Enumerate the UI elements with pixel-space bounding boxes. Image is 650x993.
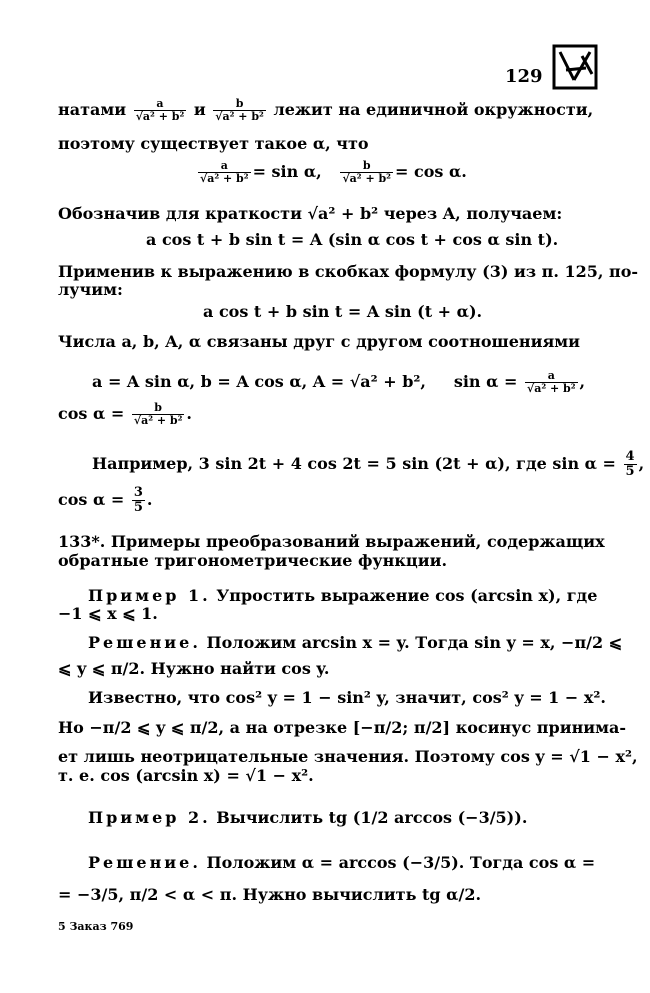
fraction: $\frac{4}{5}$ bbox=[625, 449, 635, 479]
text-line: т. е. cos (arcsin x) = √1 − x². bbox=[58, 766, 314, 785]
formula-line: a cos t + b sin t = A sin (t + α). bbox=[203, 302, 483, 321]
formula-line: $\frac{a}{\text{√a² + b²}}$ = sin α, $\frac{b}{\text{√a² + b²}}$ = cos α. bbox=[200, 159, 467, 185]
fraction: $\frac{b}{\text{√a² + b²}}$ bbox=[215, 97, 264, 123]
text-line: Решение. Положим arcsin x = y. Тогда sin y = x, −π/2 ⩽ bbox=[88, 633, 623, 652]
formula-line: a cos t + b sin t = A (sin α cos t + cos α sin t). bbox=[146, 230, 559, 249]
fraction: $\frac{a}{\text{√a² + b²}}$ bbox=[135, 97, 185, 123]
publisher-logo bbox=[552, 44, 598, 90]
formula-line: a = A sin α, b = A cos α, A = √a² + b², sin α = $\frac{a}{\text{√a² + b²}}$ , bbox=[92, 369, 586, 395]
text-line: Пример 1. Упростить выражение cos (arcsin x), где bbox=[88, 586, 598, 605]
section-heading: 133*. Примеры преобразований выражений, содержащих bbox=[58, 532, 605, 551]
text-line: ет лишь неотрицательные значения. Поэтому cos y = √1 − x², bbox=[58, 747, 638, 766]
text-line: Известно, что cos² y = 1 − sin² y, значит, cos² y = 1 − x². bbox=[88, 688, 606, 707]
page-number: 129 bbox=[505, 66, 543, 87]
text-line: Например, 3 sin 2t + 4 cos 2t = 5 sin (2t + α), где sin α = $\frac{4}{5}$ , bbox=[92, 449, 645, 479]
fraction: $\frac{a}{\text{√a² + b²}}$ bbox=[200, 159, 249, 185]
formula-line: cos α = $\frac{b}{\text{√a² + b²}}$ . bbox=[58, 401, 192, 427]
text-line: поэтому существует такое α, что bbox=[58, 134, 369, 153]
text-line: Пример 2. Вычислить tg (1/2 arccos (−3/5)). bbox=[88, 808, 528, 827]
formula-line: cos α = $\frac{3}{5}$ . bbox=[58, 485, 153, 515]
text-line: = −3/5, π/2 < α < π. Нужно вычислить tg α/2. bbox=[58, 885, 482, 904]
footer-signature: 5 Заказ 769 bbox=[58, 920, 134, 933]
text-line: Но −π/2 ⩽ y ⩽ π/2, а на отрезке [−π/2; π/2] косинус принима- bbox=[58, 718, 627, 737]
text-line: Решение. Положим α = arccos (−3/5). Тогда cos α = bbox=[88, 853, 596, 872]
text-line: ⩽ y ⩽ π/2. Нужно найти cos y. bbox=[58, 659, 330, 678]
fraction: $\frac{3}{5}$ bbox=[133, 485, 143, 515]
fraction: $\frac{a}{\text{√a² + b²}}$ bbox=[526, 369, 576, 395]
text-line: лучим: bbox=[58, 280, 123, 299]
section-heading: обратные тригонометрические функции. bbox=[58, 551, 448, 570]
text-line: Обозначив для краткости √a² + b² через A, получаем: bbox=[58, 204, 563, 223]
text-line: Числа a, b, A, α связаны друг с другом соотношениями bbox=[58, 332, 581, 351]
fraction: $\frac{b}{\text{√a² + b²}}$ bbox=[342, 159, 391, 185]
fraction: $\frac{b}{\text{√a² + b²}}$ bbox=[133, 401, 183, 427]
text-line: натами $\frac{a}{\text{√a² + b²}}$ и $\frac{b}{\text{√a² + b²}}$ лежит на единичной окружности, bbox=[58, 97, 594, 123]
text-line: Применив к выражению в скобках формулу (3) из п. 125, по- bbox=[58, 262, 639, 281]
text-line: −1 ⩽ x ⩽ 1. bbox=[58, 604, 158, 623]
